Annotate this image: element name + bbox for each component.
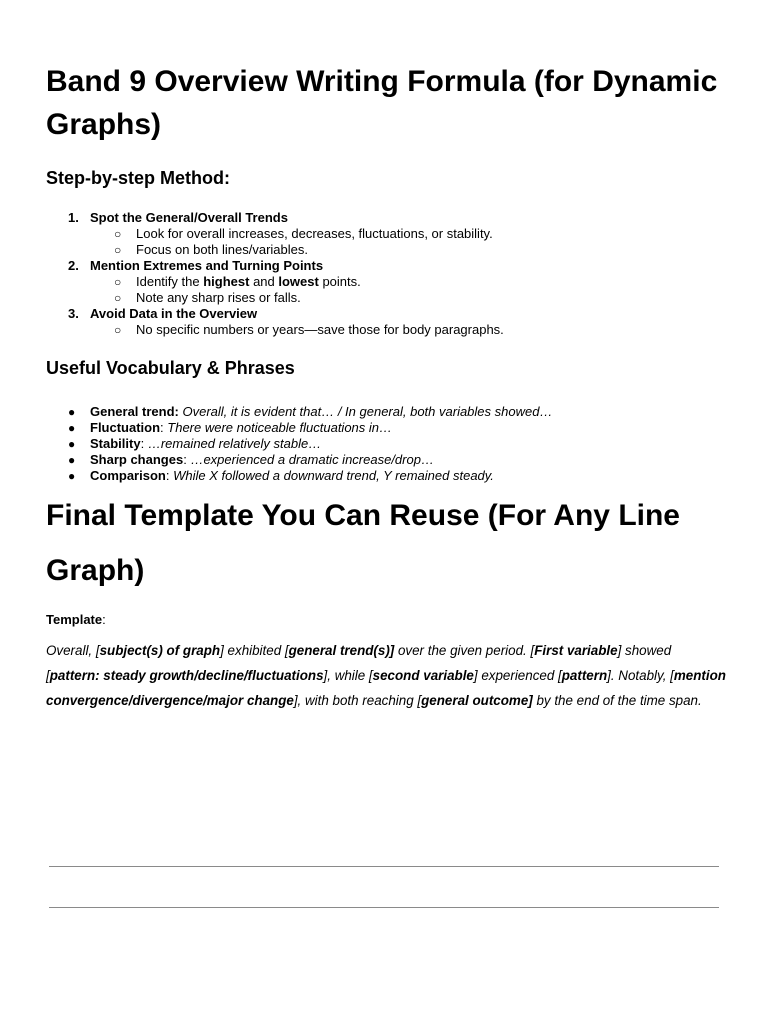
hollow-bullet-icon: ○	[114, 323, 122, 337]
template-text: ], with both reaching [	[293, 693, 422, 708]
step-number: 2.	[68, 258, 79, 273]
method-step	[46, 210, 726, 226]
template-label: Template:	[46, 612, 106, 627]
hollow-bullet-icon: ○	[114, 291, 122, 305]
vocab-example: Overall, it is evident that… / In general, both variables showed…	[182, 404, 553, 419]
template-placeholder: pattern: steady growth/decline/fluctuations	[49, 668, 324, 683]
template-placeholder: general trend(s)]	[288, 643, 395, 658]
template-text: ], while [	[323, 668, 373, 683]
template-placeholder: subject(s) of graph	[99, 643, 221, 658]
template-text: ]. Notably, [	[607, 668, 674, 683]
method-heading: Step-by-step Method:	[46, 168, 230, 188]
method-subitem	[46, 322, 726, 338]
vocab-example: There were noticeable fluctuations in…	[167, 420, 393, 435]
template-placeholder: First variable	[534, 643, 618, 658]
bullet-icon: ●	[68, 453, 76, 467]
vocab-example: …experienced a dramatic increase/drop…	[190, 452, 434, 467]
method-subitem	[46, 226, 726, 242]
step-label: Spot the General/Overall Trends	[90, 210, 288, 225]
vocab-term: Fluctuation	[90, 420, 161, 435]
vocab-example: …remained relatively stable…	[147, 436, 322, 451]
subitem-text: Note any sharp rises or falls.	[136, 290, 301, 305]
step-label: Mention Extremes and Turning Points	[90, 258, 324, 273]
vocab-term: Comparison	[90, 468, 166, 483]
method-step	[46, 306, 726, 322]
template-text: over the given period. [	[394, 643, 535, 658]
template-placeholder: pattern	[561, 668, 608, 683]
method-subitem	[46, 274, 726, 290]
template-text: ] exhibited [	[220, 643, 289, 658]
vocab-term: General trend:	[90, 404, 179, 419]
vocab-item: ● Fluctuation: There were noticeable fluctuations in…	[68, 420, 393, 435]
subitem-text: Look for overall increases, decreases, fluctuations, or stability.	[136, 226, 493, 241]
hollow-bullet-icon: ○	[114, 227, 122, 241]
template-text: by the end of the time span.	[532, 693, 702, 708]
method-subitem	[46, 290, 726, 306]
final-template-heading: Final Template You Can Reuse (For Any Line Graph)	[46, 499, 680, 587]
vocabulary-heading: Useful Vocabulary & Phrases	[46, 358, 295, 378]
method-subitem	[46, 242, 726, 258]
hollow-bullet-icon: ○	[114, 275, 122, 289]
page-title: Band 9 Overview Writing Formula (for Dynamic Graphs)	[46, 65, 718, 141]
emphasis-highest: highest	[203, 274, 250, 289]
bullet-icon: ●	[68, 437, 76, 451]
vocab-term: Sharp changes	[90, 452, 184, 467]
template-placeholder: general outcome]	[421, 693, 533, 708]
vocabulary-list	[46, 404, 726, 484]
subitem-text: Focus on both lines/variables.	[136, 242, 308, 257]
vocab-term: Stability	[90, 436, 141, 451]
bullet-icon: ●	[68, 405, 76, 419]
step-label: Avoid Data in the Overview	[90, 306, 258, 321]
bullet-icon: ●	[68, 469, 76, 483]
vocab-item: ● Comparison: While X followed a downward trend, Y remained steady.	[68, 468, 494, 483]
step-number: 1.	[68, 210, 79, 225]
template-placeholder: second variable	[372, 668, 474, 683]
vocab-item: ● Sharp changes: …experienced a dramatic increase/drop…	[68, 452, 434, 467]
vocab-item	[46, 404, 726, 420]
vocab-item: ● Stability: …remained relatively stable…	[68, 436, 322, 451]
template-text: Overall, [	[46, 643, 100, 658]
template-placeholder: mention convergence/divergence/major change	[46, 668, 726, 708]
bullet-icon: ●	[68, 421, 76, 435]
divider	[49, 866, 719, 867]
template-text: ] showed [	[46, 643, 672, 683]
step-number: 3.	[68, 306, 79, 321]
subitem-text: No specific numbers or years—save those for body paragraphs.	[136, 322, 504, 337]
vocab-example: While X followed a downward trend, Y remained steady.	[173, 468, 494, 483]
template-paragraph	[46, 638, 726, 713]
method-step	[46, 258, 726, 274]
subitem-text: Identify the highest and lowest points.	[136, 274, 361, 289]
hollow-bullet-icon: ○	[114, 243, 122, 257]
divider	[49, 907, 719, 908]
emphasis-lowest: lowest	[278, 274, 319, 289]
method-list	[46, 210, 726, 338]
template-text: ] experienced [	[473, 668, 562, 683]
